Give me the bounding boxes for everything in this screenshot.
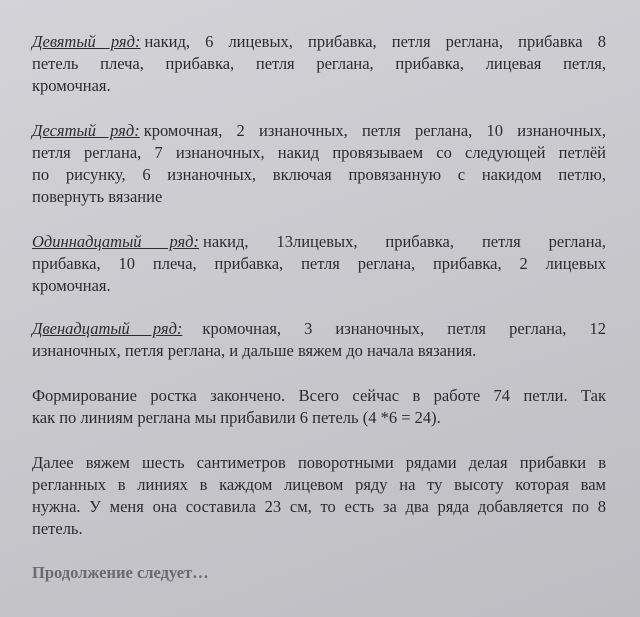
summary-paragraph — [32, 385, 606, 429]
row-12-paragraph — [32, 318, 606, 362]
text-line: по рисунку, 6 изнаночных, включая провязанную с накидом петлю, — [32, 165, 606, 184]
text-line: Формирование ростка закончено. Всего сейчас в работе 74 петли. Так — [32, 386, 606, 405]
text-line: кромочная. — [32, 276, 111, 295]
line-text: кромочная, 2 изнаночных, петля реглана, 10 изнаночных, — [143, 121, 606, 140]
text-line — [32, 318, 606, 340]
document-page — [32, 31, 606, 583]
continuation-note: Продолжение следует… — [32, 563, 209, 582]
text-line: повернуть вязание — [32, 187, 163, 206]
line-text: кромочная, 3 изнаночных, петля реглана, 12 — [202, 319, 606, 338]
text-line — [32, 231, 606, 253]
text-line: нужна. У меня она составила 23 см, то есть за два ряда добавляется по 8 — [32, 497, 606, 516]
row-label: Двенадцатый ряд: — [32, 319, 183, 338]
text-line: Далее вяжем шесть сантиметров поворотными рядами делая прибавки в — [32, 453, 606, 472]
text-line: изнаночных, петля реглана, и дальше вяжем до начала вязания. — [32, 341, 477, 360]
row-label: Девятый ряд: — [32, 32, 141, 51]
text-line — [32, 31, 606, 53]
row-label: Десятый ряд: — [32, 121, 140, 140]
text-line: регланных в линиях в каждом лицевом ряду на ту высоту которая вам — [32, 475, 606, 494]
text-line: прибавка, 10 плеча, прибавка, петля реглана, прибавка, 2 лицевых — [32, 254, 606, 273]
row-label: Одиннадцатый ряд: — [32, 232, 200, 251]
row-11-paragraph — [32, 231, 606, 297]
row-10-paragraph — [32, 120, 606, 208]
row-9-paragraph — [32, 31, 606, 97]
text-line — [32, 120, 606, 142]
line-text: накид, 13лицевых, прибавка, петля реглана, — [203, 232, 606, 251]
line-text: накид, 6 лицевых, прибавка, петля реглана, прибавка 8 — [144, 32, 606, 51]
text-line: петля реглана, 7 изнаночных, накид провязываем со следующей петлёй — [32, 143, 606, 162]
text-line: как по линиям реглана мы прибавили 6 петель (4 *6 = 24). — [32, 408, 441, 427]
text-line: кромочная. — [32, 76, 111, 95]
text-line: петель плеча, прибавка, петля реглана, прибавка, лицевая петля, — [32, 54, 606, 73]
text-line: петель. — [32, 519, 83, 538]
instructions-paragraph — [32, 452, 606, 540]
